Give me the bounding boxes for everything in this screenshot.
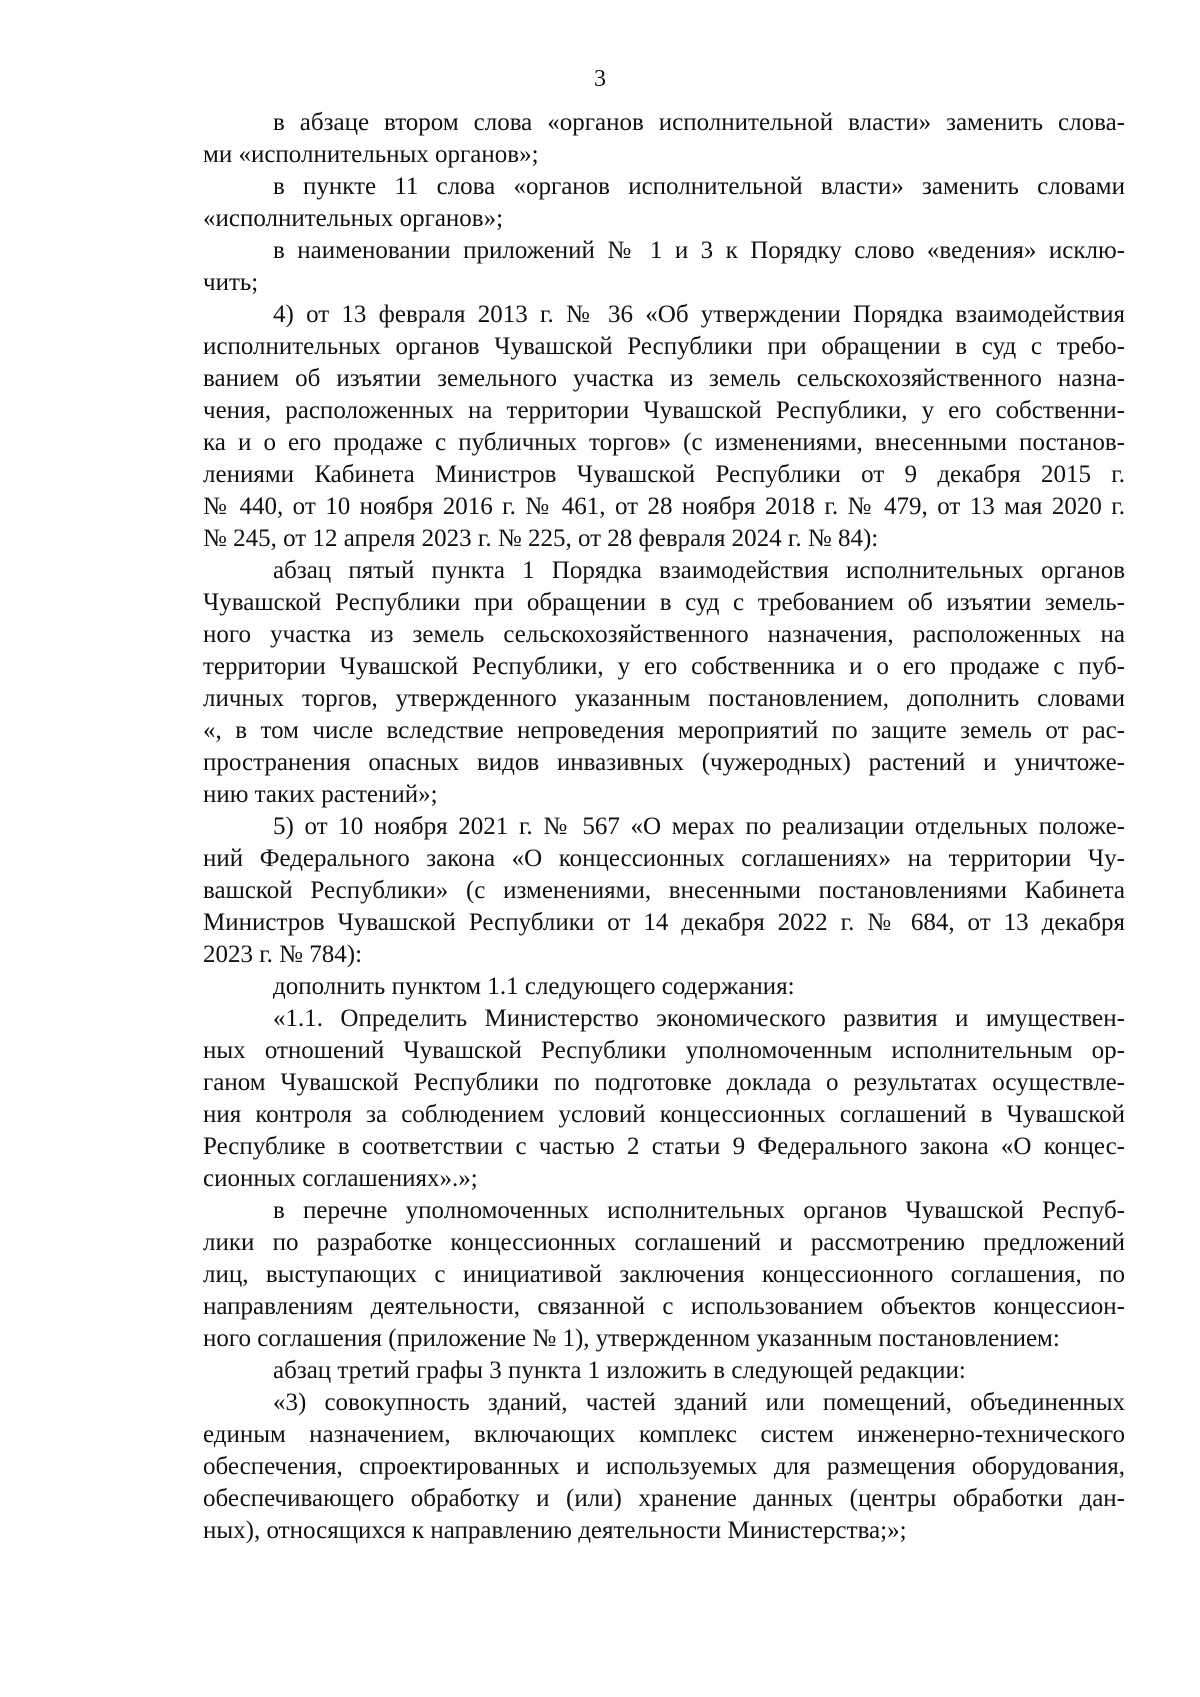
text-line: в абзаце втором слова «органов исполнительной власти» заменить слова- <box>273 109 1125 136</box>
text-line: ного участка из земель сельскохозяйственного назначения, расположенных на <box>203 621 1125 648</box>
text-line: единым назначением, включающих комплекс систем инженерно-технического <box>203 1421 1125 1448</box>
text-line: «, в том числе вследствие непроведения мероприятий по защите земель от рас- <box>203 717 1125 744</box>
text-line: ка и о его продаже с публичных торгов» (с изменениями, внесенными постанов- <box>203 429 1125 456</box>
paragraph <box>203 1355 1125 1387</box>
text-line: 2023 г. № 784): <box>203 941 363 968</box>
text-line: пространения опасных видов инвазивных (чужеродных) растений и уничтоже- <box>203 749 1125 776</box>
text-line: 4) от 13 февраля 2013 г. № 36 «Об утверждении Порядка взаимодействия <box>273 301 1125 328</box>
text-line: ми «исполнительных органов»; <box>203 141 539 168</box>
paragraph <box>203 107 1125 171</box>
text-line: Чувашской Республики при обращении в суд с требованием об изъятии земель- <box>203 589 1125 616</box>
text-line: ных отношений Чувашской Республики уполномоченным исполнительным ор- <box>203 1037 1125 1064</box>
text-line: исполнительных органов Чувашской Республики при обращении в суд с требо- <box>203 333 1125 360</box>
text-line: чения, расположенных на территории Чувашской Республики, у его собственни- <box>203 397 1125 424</box>
text-line: в наименовании приложений № 1 и 3 к Порядку слово «ведения» исклю- <box>273 237 1125 264</box>
text-line: лениями Кабинета Министров Чувашской Республики от 9 декабря 2015 г. <box>203 461 1125 488</box>
text-line: ного соглашения (приложение № 1), утвержденном указанным постановлением: <box>203 1325 1060 1352</box>
document-body <box>203 107 1125 1547</box>
text-line: ганом Чувашской Республики по подготовке доклада о результатах осуществле- <box>203 1069 1125 1096</box>
text-line: чить; <box>203 269 259 296</box>
text-line: территории Чувашской Республики, у его собственника и о его продаже с пуб- <box>203 653 1125 680</box>
page-number: 3 <box>594 66 606 92</box>
text-line: сионных соглашениях».»; <box>203 1165 478 1192</box>
text-line: ванием об изъятии земельного участка из земель сельскохозяйственного назна- <box>203 365 1125 392</box>
paragraph <box>203 299 1125 555</box>
text-line: вашской Республики» (с изменениями, внесенными постановлениями Кабинета <box>203 877 1125 904</box>
text-line: личных торгов, утвержденного указанным постановлением, дополнить словами <box>203 685 1125 712</box>
text-line: «1.1. Определить Министерство экономического развития и имуществен- <box>273 1005 1125 1032</box>
paragraph <box>203 1195 1125 1355</box>
text-line: «3) совокупность зданий, частей зданий или помещений, объединенных <box>273 1389 1125 1416</box>
text-line: абзац пятый пункта 1 Порядка взаимодействия исполнительных органов <box>273 557 1125 584</box>
text-line: 5) от 10 ноября 2021 г. № 567 «О мерах по реализации отдельных положе- <box>273 813 1125 840</box>
paragraph <box>203 971 1125 1003</box>
text-line: лики по разработке концессионных соглашений и рассмотрению предложений <box>203 1229 1125 1256</box>
paragraph <box>203 171 1125 235</box>
text-line: лиц, выступающих с инициативой заключения концессионного соглашения, по <box>203 1261 1125 1288</box>
paragraph <box>203 235 1125 299</box>
text-line: ний Федерального закона «О концессионных соглашениях» на территории Чу- <box>203 845 1125 872</box>
text-line: нию таких растений»; <box>203 781 438 808</box>
text-line: Министров Чувашской Республики от 14 декабря 2022 г. № 684, от 13 декабря <box>203 909 1125 936</box>
text-line: обеспечения, спроектированных и используемых для размещения оборудования, <box>203 1453 1125 1480</box>
paragraph <box>203 1387 1125 1547</box>
text-line: направлениям деятельности, связанной с использованием объектов концессион- <box>203 1293 1125 1320</box>
text-line: обеспечивающего обработку и (или) хранение данных (центры обработки дан- <box>203 1485 1125 1512</box>
text-line: № 245, от 12 апреля 2023 г. № 225, от 28 февраля 2024 г. № 84): <box>203 525 879 552</box>
paragraph <box>203 1003 1125 1195</box>
text-line: абзац третий графы 3 пункта 1 изложить в следующей редакции: <box>273 1357 966 1384</box>
text-line: дополнить пунктом 1.1 следующего содержания: <box>273 973 795 1000</box>
text-line: в перечне уполномоченных исполнительных органов Чувашской Респуб- <box>273 1197 1125 1224</box>
text-line: ния контроля за соблюдением условий концессионных соглашений в Чувашской <box>203 1101 1125 1128</box>
text-line: ных), относящихся к направлению деятельности Министерства;»; <box>203 1517 907 1544</box>
text-line: «исполнительных органов»; <box>203 205 504 232</box>
text-line: в пункте 11 слова «органов исполнительной власти» заменить словами <box>273 173 1125 200</box>
paragraph <box>203 811 1125 971</box>
paragraph <box>203 555 1125 811</box>
text-line: № 440, от 10 ноября 2016 г. № 461, от 28 ноября 2018 г. № 479, от 13 мая 2020 г. <box>203 493 1125 520</box>
text-line: Республике в соответствии с частью 2 статьи 9 Федерального закона «О концес- <box>203 1133 1125 1160</box>
